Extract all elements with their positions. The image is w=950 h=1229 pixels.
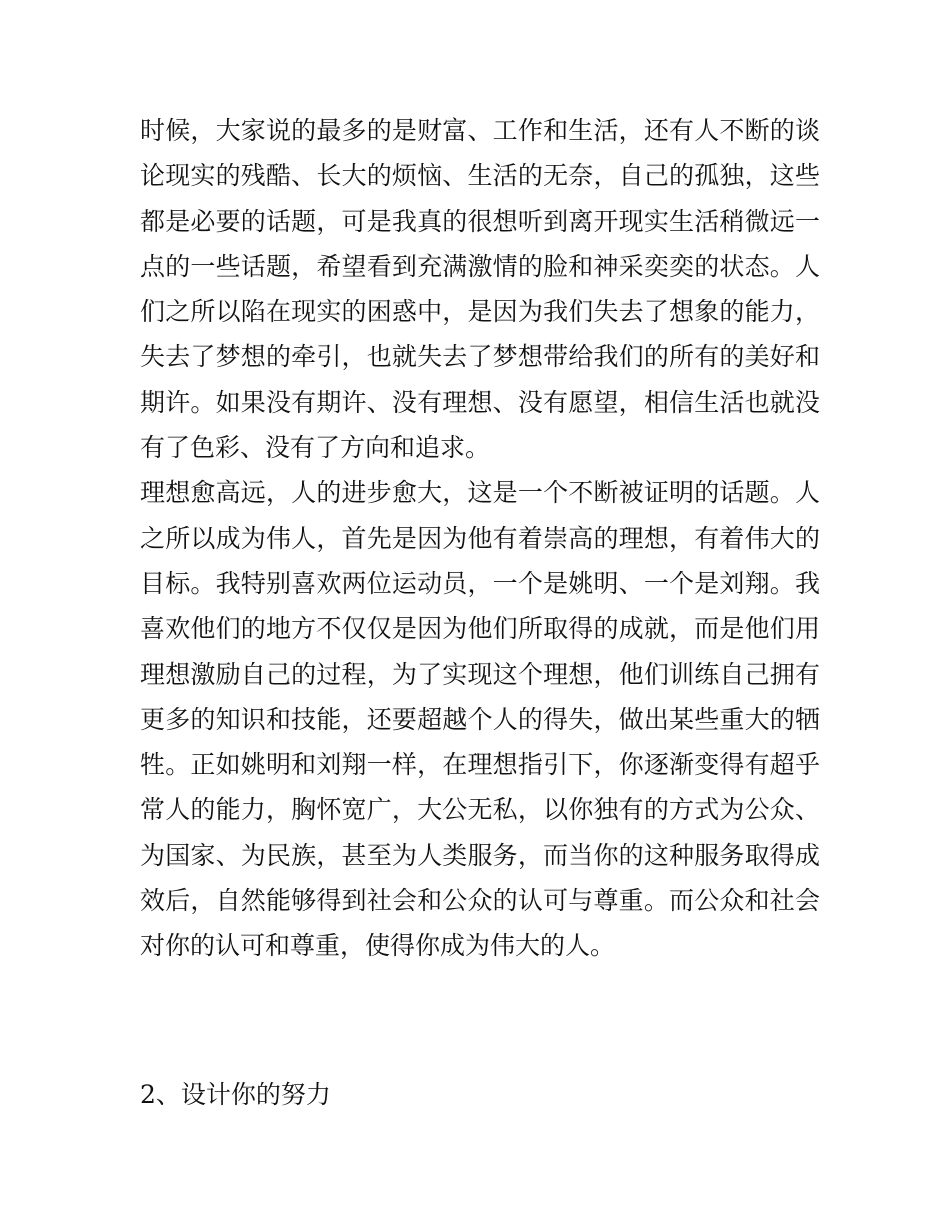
paragraph-line: 目标。我特别喜欢两位运动员，一个是姚明、一个是刘翔。我 xyxy=(140,568,820,598)
paragraph-line: 期许。如果没有期许、没有理想、没有愿望，相信生活也就没 xyxy=(140,387,820,417)
paragraph-line: 失去了梦想的牵引，也就失去了梦想带给我们的所有的美好和 xyxy=(140,342,820,372)
paragraph-line: 为国家、为民族，甚至为人类服务，而当你的这种服务取得成 xyxy=(140,840,820,870)
paragraph-line: 对你的认可和尊重，使得你成为伟大的人。 xyxy=(140,931,616,961)
paragraph-line: 更多的知识和技能，还要超越个人的得失，做出某些重大的牺 xyxy=(140,704,820,734)
paragraph-line: 效后，自然能够得到社会和公众的认可与尊重。而公众和社会 xyxy=(140,886,820,916)
paragraph-line: 理想激励自己的过程，为了实现这个理想，他们训练自己拥有 xyxy=(140,659,820,689)
paragraph-line: 牲。正如姚明和刘翔一样，在理想指引下，你逐渐变得有超乎 xyxy=(140,750,820,780)
paragraph-line: 都是必要的话题，可是我真的很想听到离开现实生活稍微远一 xyxy=(140,206,820,236)
paragraph-line: 们之所以陷在现实的困惑中，是因为我们失去了想象的能力， xyxy=(140,297,820,327)
paragraph-line: 时候，大家说的最多的是财富、工作和生活，还有人不断的谈 xyxy=(140,116,820,145)
paragraph-1 xyxy=(140,108,820,470)
paragraph-line: 喜欢他们的地方不仅仅是因为他们所取得的成就，而是他们用 xyxy=(140,614,820,644)
paragraph-2 xyxy=(140,470,820,968)
paragraph-line: 点的一些话题，希望看到充满激情的脸和神采奕奕的状态。人 xyxy=(140,251,820,281)
paragraph-line: 常人的能力，胸怀宽广，大公无私，以你独有的方式为公众、 xyxy=(140,795,820,825)
section-heading: 2、设计你的努力 xyxy=(140,1080,331,1109)
paragraph-line: 论现实的残酷、长大的烦恼、生活的无奈，自己的孤独，这些 xyxy=(140,161,820,191)
paragraph-line: 理想愈高远，人的进步愈大，这是一个不断被证明的话题。人 xyxy=(140,478,820,508)
body-text xyxy=(140,108,820,969)
paragraph-line: 有了色彩、没有了方向和追求。 xyxy=(140,433,491,463)
paragraph-line: 之所以成为伟人，首先是因为他有着崇高的理想，有着伟大的 xyxy=(140,523,820,553)
